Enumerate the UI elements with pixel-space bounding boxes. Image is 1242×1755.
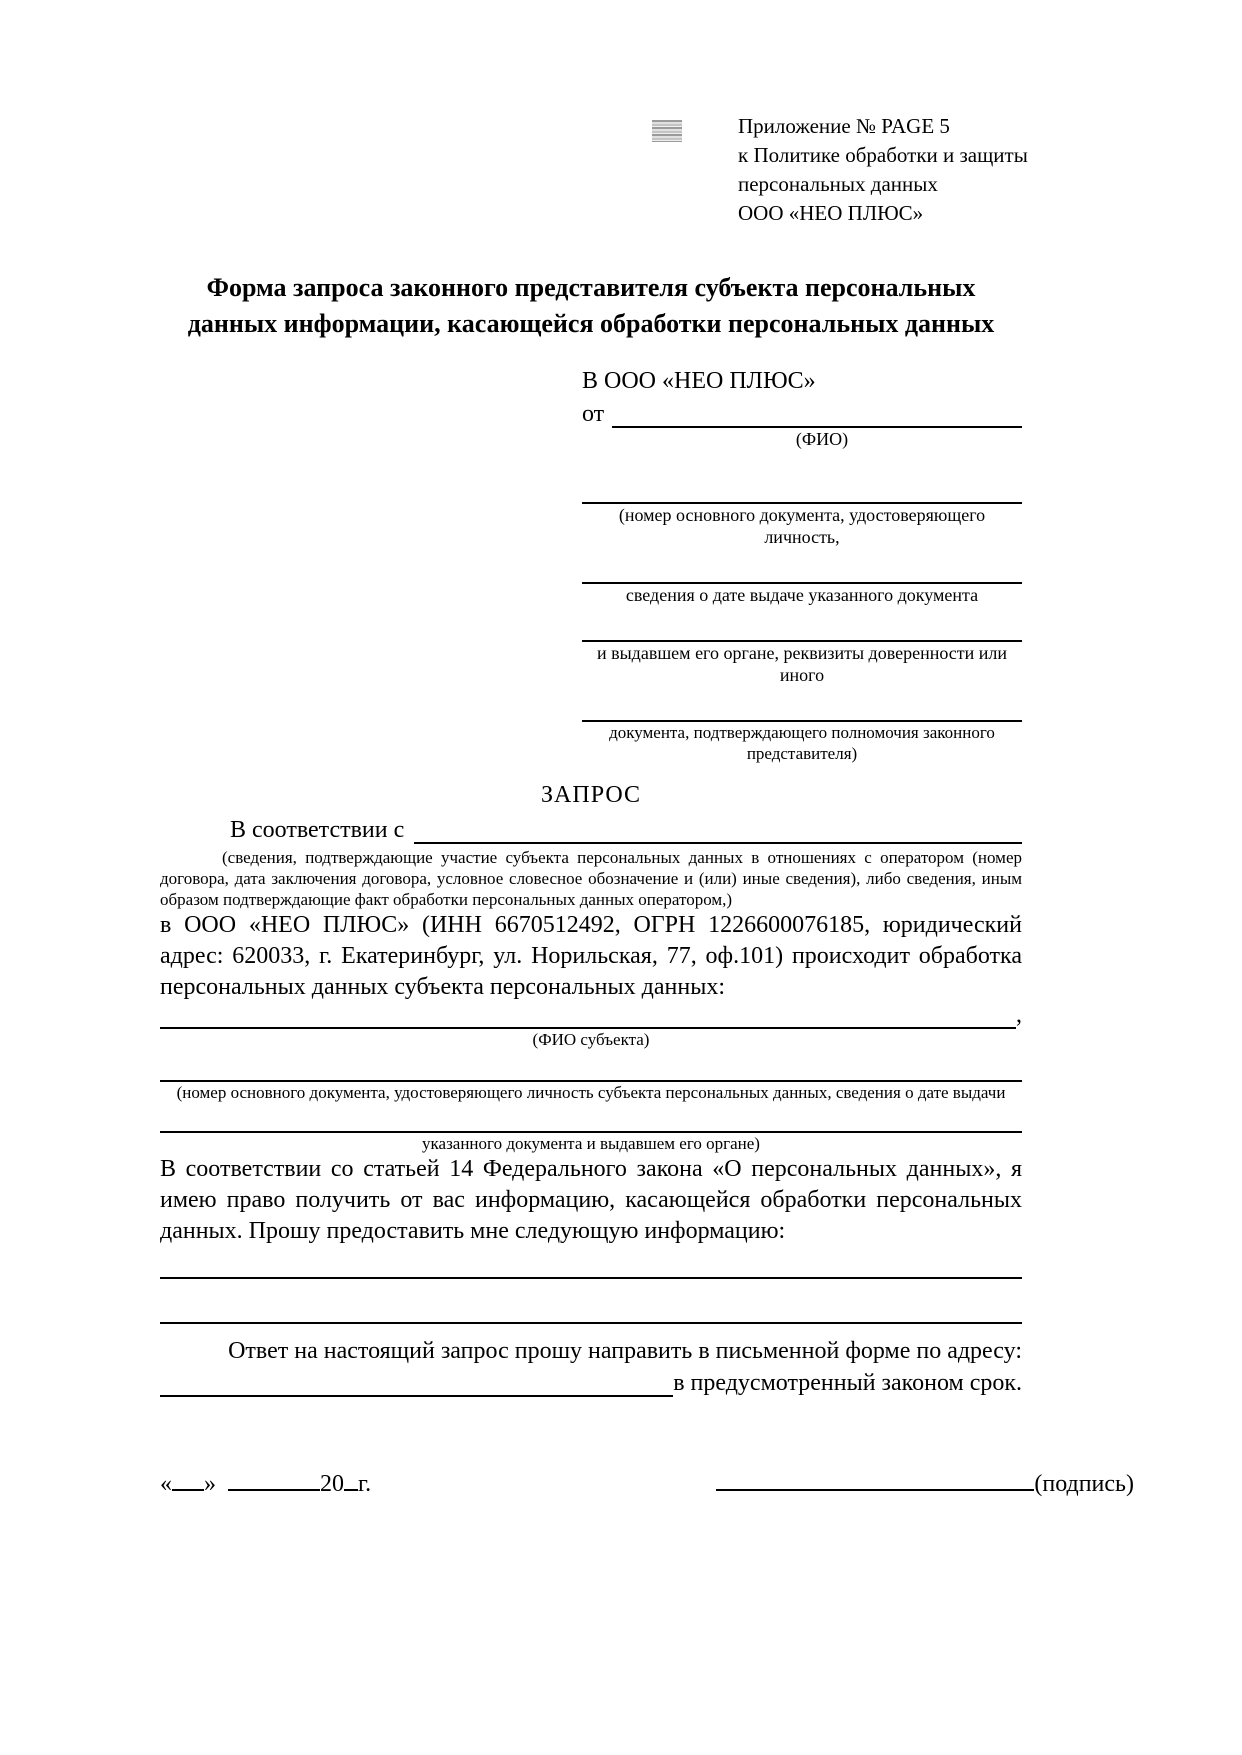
subject-doc-fill-line-1 [160, 1050, 1022, 1082]
quote-close: » [204, 1471, 216, 1497]
year-suffix: г. [358, 1471, 372, 1497]
doc-issuer-fill-line [582, 606, 1022, 642]
month-fill-line [228, 1489, 320, 1491]
request-heading: ЗАПРОС [541, 782, 641, 808]
addressee-block [582, 368, 1022, 764]
trailing-comma: , [1016, 1002, 1022, 1028]
reply-suffix: в предусмотренный законом срок. [673, 1370, 1022, 1396]
signature-field [716, 1471, 1134, 1498]
signature-caption: (подпись) [1034, 1471, 1134, 1497]
day-fill-line [172, 1489, 204, 1491]
signature-fill-line [716, 1489, 1034, 1491]
quote-open: « [160, 1471, 172, 1497]
year-fill-line [344, 1489, 358, 1491]
embedded-object-icon [652, 120, 682, 142]
doc-issuer-caption: и выдавшем его органе, реквизиты доверенности или иного [596, 643, 1008, 685]
fine-print-note: (сведения, подтверждающие участие субъекта персональных данных в отношениях с оператором (номер договора, дата заключения договора, условное словесное обозначение и (или) иные сведения), либо сведения, иным образом подтверждающие факт обработки персональных данных оператором,) [160, 848, 1022, 909]
doc-number-fill-line [582, 450, 1022, 504]
doc-number-caption: (номер основного документа, удостоверяющего личность, [618, 505, 986, 547]
appendix-header [738, 112, 1028, 228]
doc-authority-caption: документа, подтверждающего полномочия законного представителя) [609, 723, 995, 763]
doc-authority-fill-line [582, 686, 1022, 722]
info-fill-line-2 [160, 1279, 1022, 1324]
subject-doc-caption-1: (номер основного документа, удостоверяющего личность субъекта персональных данных, сведения о дате выдачи [176, 1083, 1006, 1102]
document-title: Форма запроса законного представителя субъекта персональных данных информации, касающейся обработки персональных данных [187, 273, 995, 338]
subject-fio-row [160, 1002, 1022, 1029]
reply-address-line: Ответ на настоящий запрос прошу направить в письменной форме по адресу: [228, 1338, 1022, 1364]
reply-address-row [160, 1367, 1022, 1397]
appendix-number: Приложение № PAGE 5 [738, 114, 950, 138]
doc-date-caption: сведения о дате выдаче указанного документа [625, 585, 979, 605]
appendix-policy-line2: персональных данных [738, 172, 938, 196]
subject-fio-caption: (ФИО субъекта) [532, 1030, 650, 1049]
intro-row [160, 817, 1022, 844]
fio-caption: (ФИО) [795, 429, 849, 449]
doc-date-fill-line [582, 548, 1022, 584]
year-prefix: 20 [320, 1471, 344, 1497]
addressee-to: В ООО «НЕО ПЛЮС» [582, 368, 816, 394]
appendix-policy-line: к Политике обработки и защиты [738, 143, 1028, 167]
date-field [160, 1471, 371, 1498]
intro-label: В соответствии с [230, 817, 405, 843]
company-name: ООО «НЕО ПЛЮС» [738, 201, 924, 225]
address-fill-line [160, 1395, 673, 1397]
from-label: от [582, 401, 605, 427]
law-paragraph: В соответствии со статьей 14 Федерального закона «О персональных данных», я имею право получить от вас информацию, касающейся обработки персональных данных. Прошу предоставить мне следующую информацию: [160, 1156, 1022, 1244]
subject-doc-caption-2: указанного документа и выдавшем его органе) [422, 1134, 760, 1153]
intro-fill-line [414, 842, 1022, 844]
operator-paragraph: в ООО «НЕО ПЛЮС» (ИНН 6670512492, ОГРН 1226600076185, юридический адрес: 620033, г. Екатеринбург, ул. Норильская, 77, оф.101) происходит обработка персональных данных субъекта персональных данных: [160, 912, 1022, 1000]
from-row [582, 401, 1022, 428]
subject-doc-fill-line-2 [160, 1103, 1022, 1133]
footer-row [160, 1471, 1134, 1498]
info-fill-line-1 [160, 1247, 1022, 1279]
